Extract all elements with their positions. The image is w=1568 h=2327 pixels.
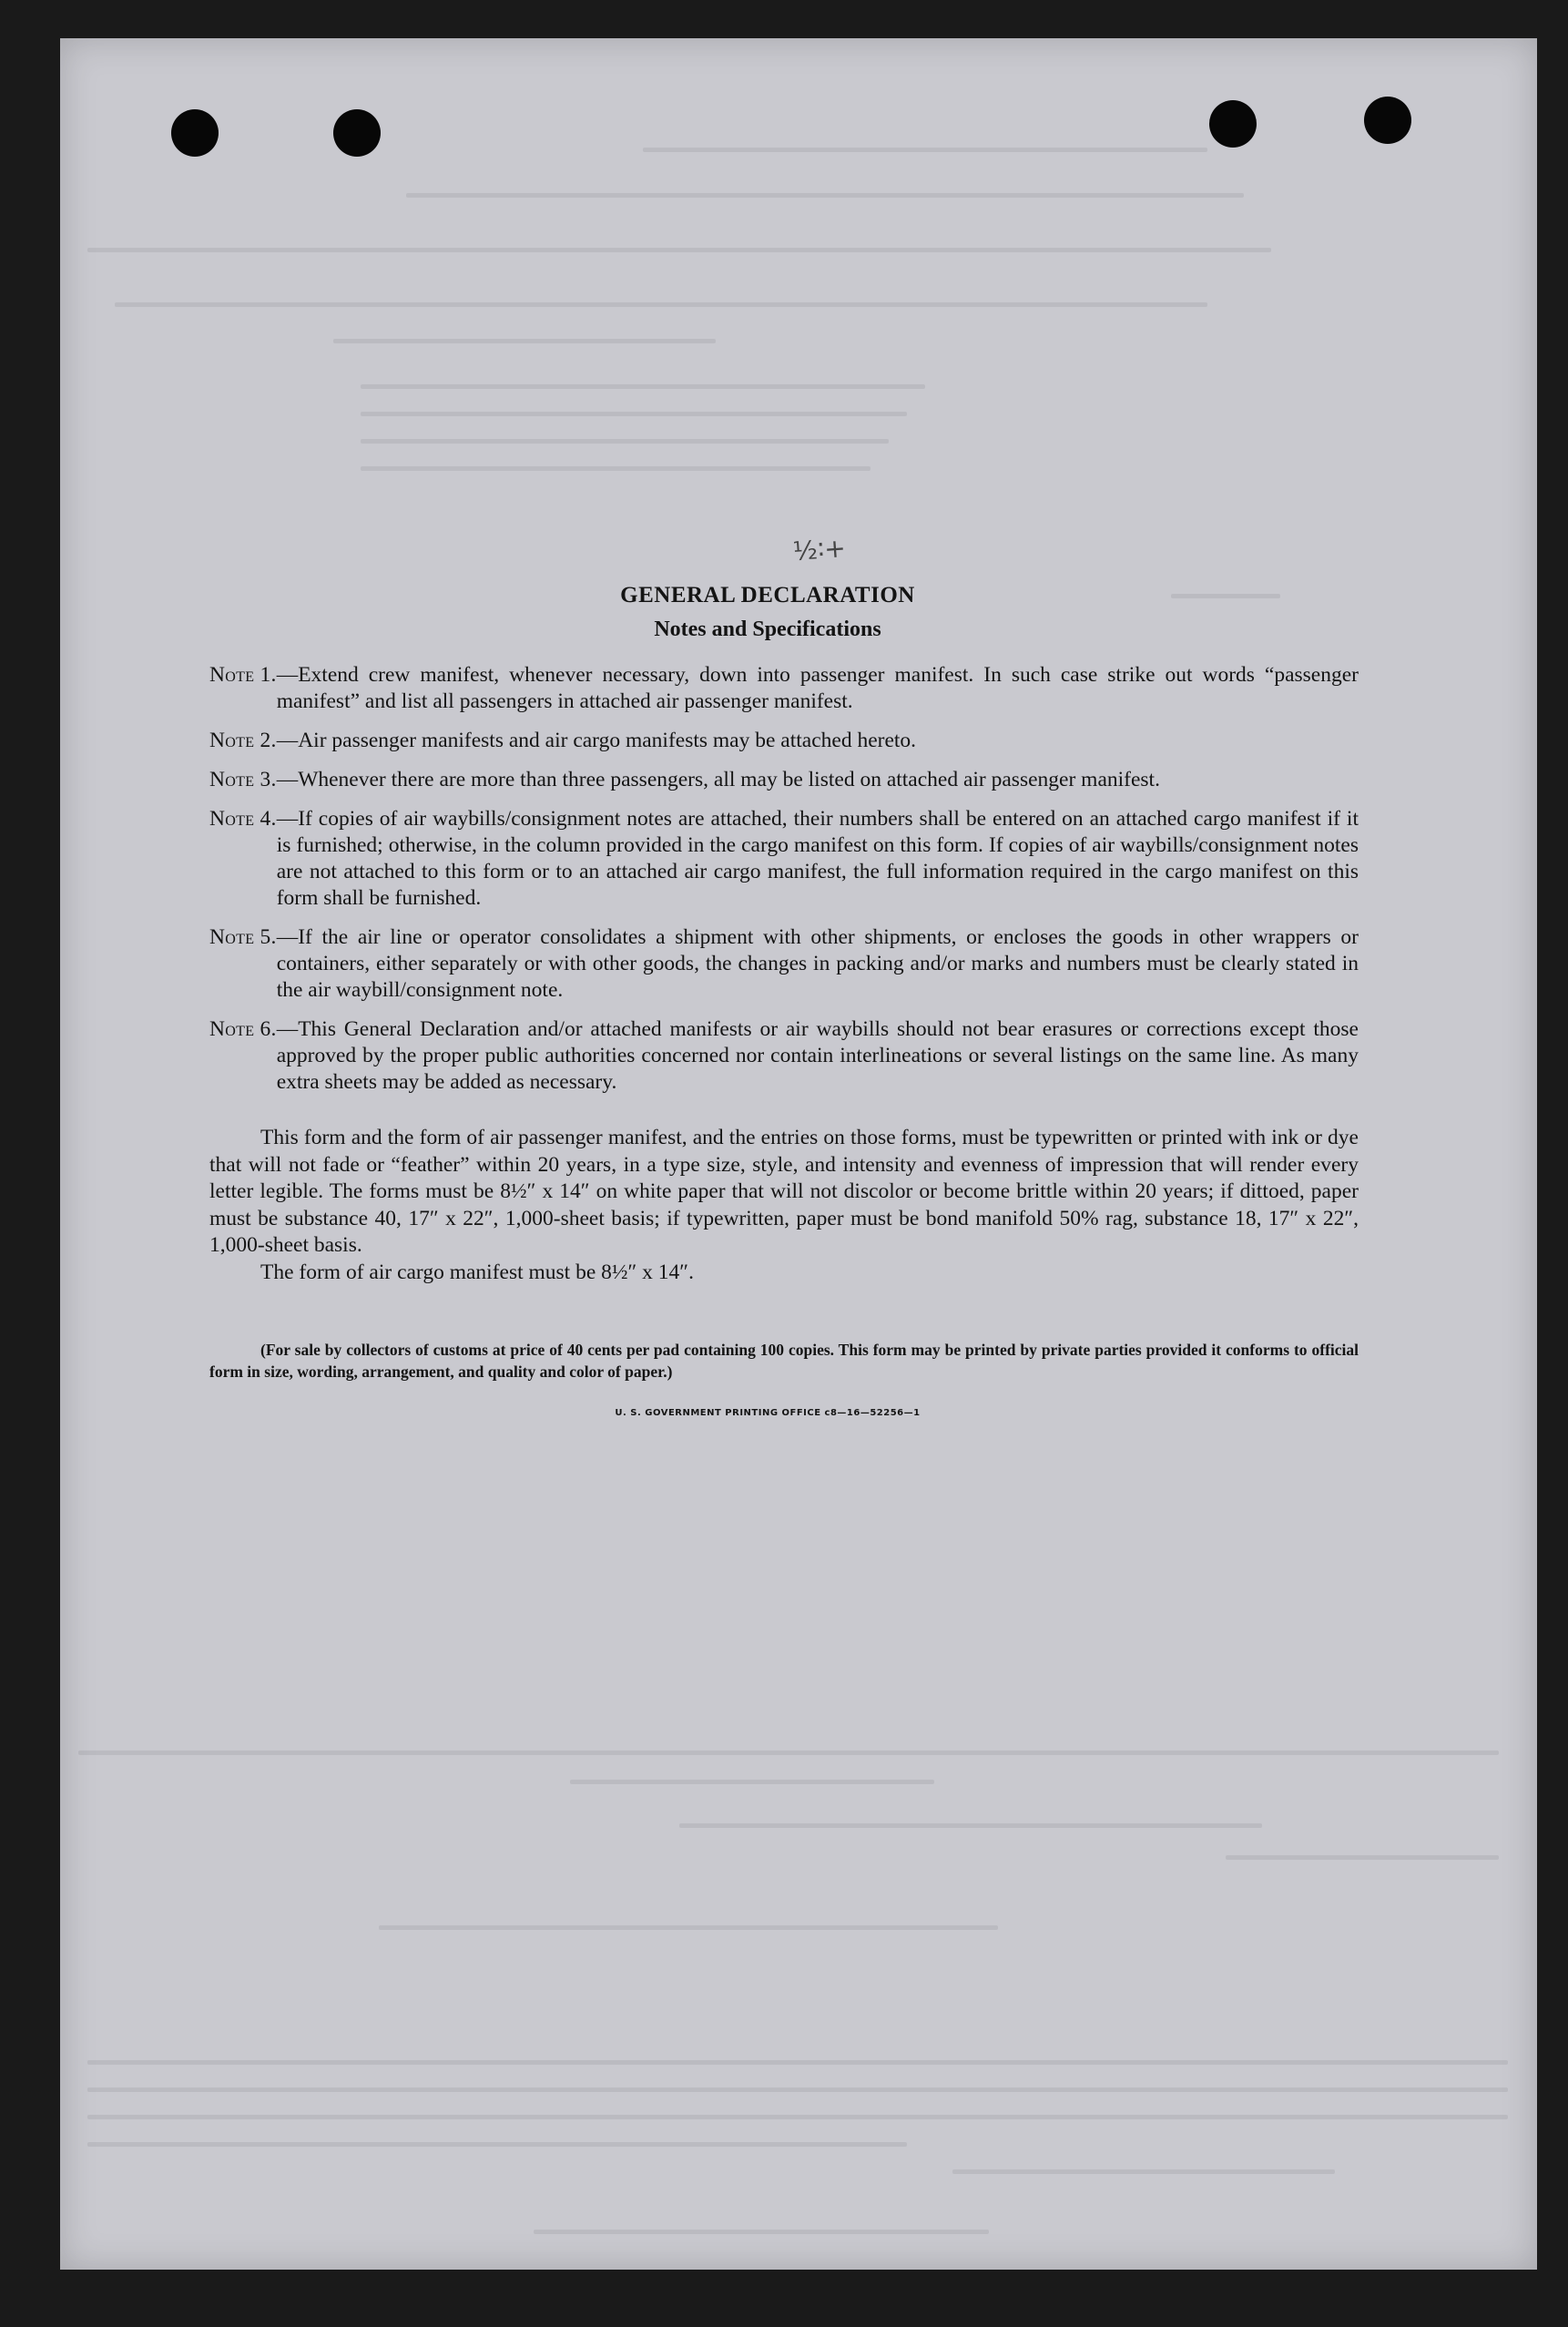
notes-list xyxy=(148,662,1359,1096)
page-title: GENERAL DECLARATION xyxy=(620,583,915,607)
cargo-manifest-size-note: The form of air cargo manifest must be 8½″ x 14″. xyxy=(260,1260,694,1284)
handwritten-mark: ½∶+ xyxy=(791,533,847,567)
page-subtitle: Notes and Specifications xyxy=(654,617,881,641)
note-text: —If the air line or operator consolidates a shipment with other shipments, or encloses the goods in other wrappers or containers, either separately or with other goods, the changes in packing and/or marks and numbers must be clearly stated in the air waybill/consignment note. xyxy=(276,925,1359,1002)
punch-hole xyxy=(1364,97,1411,144)
declaration-notes xyxy=(148,583,1359,1418)
note-label: Note 4. xyxy=(209,807,277,831)
punch-hole xyxy=(171,109,219,157)
note-text: —This General Declaration and/or attached manifests or air waybills should not bear erasures or corrections except those approved by the proper public authorities concerned nor contain interlineations or several listings on the same line. As many extra sheets may be added as necessary. xyxy=(276,1017,1359,1094)
note-item xyxy=(148,1016,1359,1096)
note-label: Note 5. xyxy=(209,925,277,949)
note-item xyxy=(148,662,1359,715)
note-label: Note 6. xyxy=(209,1017,277,1041)
note-text: —If copies of air waybills/consignment notes are attached, their numbers shall be entered on an attached cargo manifest if it is furnished; otherwise, in the column provided in the cargo manifest on this form. If copies of air waybills/consignment notes are not attached to this form or to an attached air cargo manifest, the full information required in the cargo manifest on this form shall be furnished. xyxy=(276,807,1359,910)
printer-imprint: U. S. GOVERNMENT PRINTING OFFICE c8—16—52256—1 xyxy=(615,1408,921,1418)
note-item xyxy=(148,806,1359,912)
punch-hole xyxy=(1209,100,1257,148)
note-item xyxy=(148,924,1359,1004)
sale-notice: (For sale by collectors of customs at price of 40 cents per pad containing 100 copies. This form may be printed by private parties provided it conforms to official form in size, wording, arrangement, and quality and color of paper.) xyxy=(209,1341,1359,1381)
note-item xyxy=(148,728,1359,754)
specification-paragraph: This form and the form of air passenger manifest, and the entries on those forms, must be typewritten or printed with ink or dye that will not fade or “feather” within 20 years, in a type size, style, and intensity and evenness of impression that will render every letter legible. The forms must be 8½″ x 14″ on white paper that will not discolor or become brittle within 20 years; if dittoed, paper must be substance 40, 17″ x 22″, 1,000-sheet basis; if typewritten, paper must be bond manifold 50% rag, substance 18, 17″ x 22″, 1,000-sheet basis. xyxy=(209,1126,1359,1257)
note-text: —Whenever there are more than three passengers, all may be listed on attached air passenger manifest. xyxy=(276,768,1160,791)
punch-hole xyxy=(333,109,381,157)
note-label: Note 2. xyxy=(209,729,277,752)
note-label: Note 1. xyxy=(209,663,277,687)
note-item xyxy=(148,767,1359,793)
note-label: Note 3. xyxy=(209,768,277,791)
note-text: —Extend crew manifest, whenever necessary, down into passenger manifest. In such case strike out words “passenger manifest” and list all passengers in attached air passenger manifest. xyxy=(276,663,1359,713)
note-text: —Air passenger manifests and air cargo manifests may be attached hereto. xyxy=(276,729,917,752)
